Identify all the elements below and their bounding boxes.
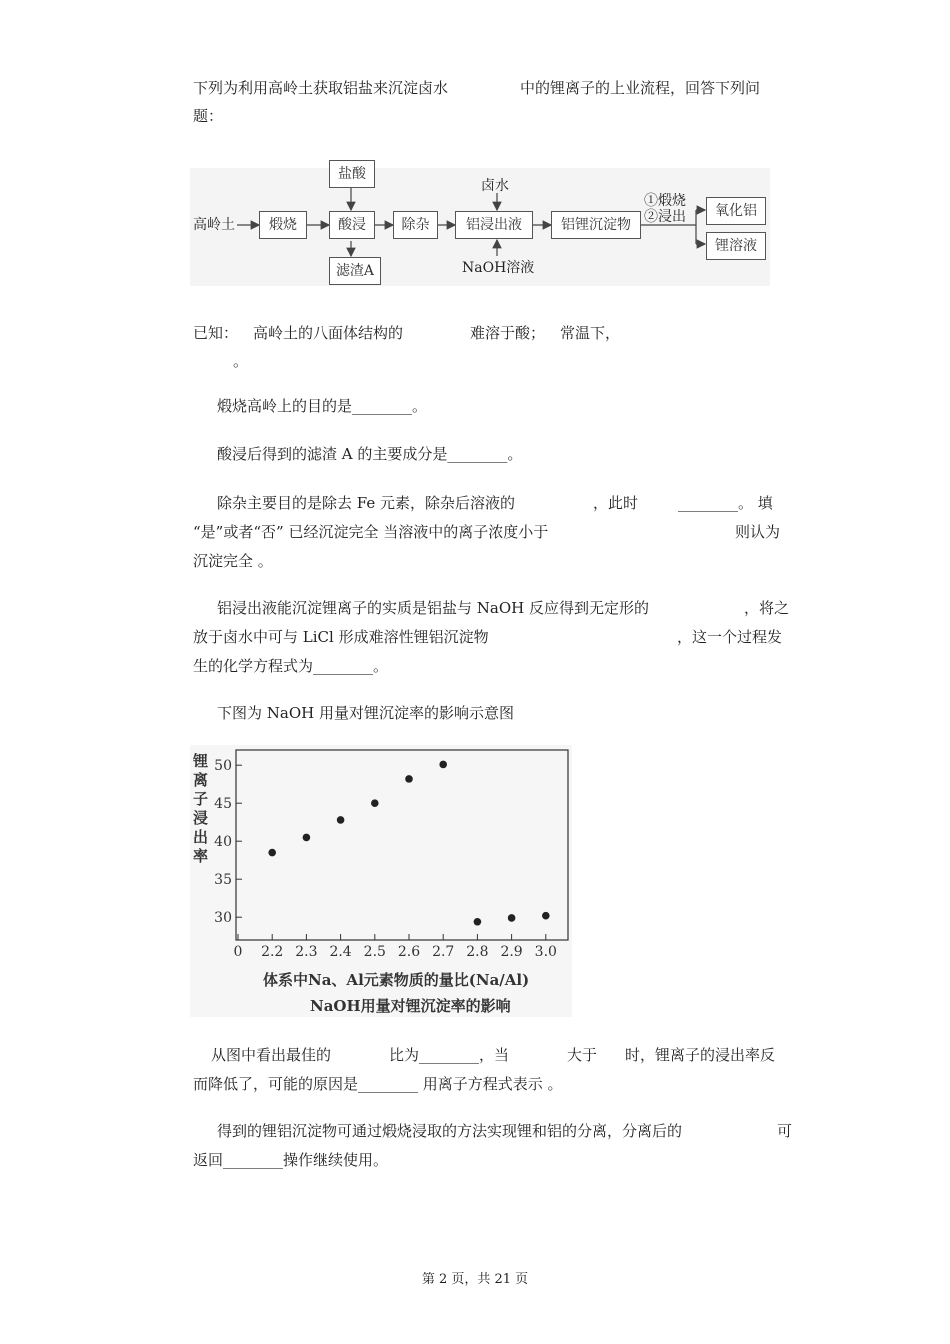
x-tick-label: 3.0: [534, 944, 557, 960]
x-tick-label: 2.7: [432, 944, 455, 960]
question-3-line2a: “是”或者“否” 已经沉淀完全 当溶液中的离子浓度小于: [193, 523, 549, 541]
question-5-c: 大于: [567, 1046, 598, 1064]
question-3-b: ，此时: [593, 494, 639, 512]
chart-ylabel-char: 率: [193, 847, 209, 865]
x-tick-label: 0: [233, 944, 243, 960]
question-3-line2b: 则认为: [735, 523, 781, 541]
data-point: [542, 912, 550, 920]
flow-hcl-box: 盐酸: [329, 160, 375, 188]
data-point: [303, 834, 311, 842]
x-tick-label: 2.2: [261, 944, 284, 960]
question-3-c: ________。 填: [678, 494, 773, 512]
y-tick-label: 40: [214, 834, 232, 851]
data-point: [405, 775, 413, 783]
flow-impurity-box: 除杂: [393, 211, 438, 239]
known-line2: 。: [233, 352, 249, 370]
flow-alumina-box: 氧化铝: [706, 197, 766, 225]
flow-precipitate-box: 铝锂沉淀物: [551, 211, 641, 239]
plot-frame: [236, 750, 568, 940]
flow-step1-label: ①煅烧: [644, 193, 686, 209]
data-point: [337, 816, 345, 824]
flow-brine-label: 卤水: [481, 178, 509, 194]
x-tick-label: 2.8: [466, 944, 489, 960]
x-tick-label: 2.4: [329, 944, 352, 960]
flow-calcine-box: 煅烧: [259, 211, 307, 239]
known-label: 已知：: [193, 324, 239, 342]
intro-line2: 题：: [193, 107, 224, 125]
x-tick-label: 2.6: [397, 944, 421, 960]
intro-line1a: 下列为利用高岭土获取铝盐来沉淀卤水: [193, 79, 449, 97]
flow-al-leachate-box: 铝浸出液: [455, 211, 533, 239]
data-point: [474, 918, 482, 926]
flow-naoh-label: NaOH溶液: [462, 260, 535, 276]
flow-li-solution-box: 锂溶液: [706, 232, 766, 260]
chart-caption: NaOH用量对锂沉淀率的影响: [310, 997, 511, 1015]
question-5-line2: 而降低了，可能的原因是________ 用离子方程式表示 。: [193, 1075, 563, 1093]
x-tick-label: 2.9: [500, 944, 523, 960]
question-4-line2b: ，这一个过程发: [677, 628, 783, 646]
y-tick-label: 45: [214, 796, 232, 813]
question-4-line2a: 放于卤水中可与 LiCl 形成难溶性锂铝沉淀物: [193, 628, 489, 646]
chart-ylabel-char: 子: [193, 790, 209, 808]
data-point: [371, 799, 379, 807]
known-part1: 高岭土的八面体结构的: [253, 324, 404, 342]
chart-ylabel-char: 浸: [193, 809, 209, 827]
question-4-b: ，将之: [744, 599, 790, 617]
flow-step2-label: ②浸出: [644, 209, 686, 225]
chart-ylabel-char: 离: [193, 771, 209, 789]
flow-kaolin-label: 高岭土: [193, 217, 235, 233]
question-3-a: 除杂主要目的是除去 Fe 元素，除杂后溶液的: [217, 494, 516, 512]
question-4-line3: 生的化学方程式为________。: [193, 657, 389, 675]
data-point: [268, 849, 276, 857]
question-6-b: 可: [777, 1122, 793, 1140]
intro-line1b: 中的锂离子的上业流程，回答下列问: [520, 79, 761, 97]
flow-acid-leach-box: 酸浸: [329, 211, 375, 239]
known-part3: 常温下，: [560, 324, 621, 342]
question-5-d: 时，锂离子的浸出率反: [625, 1046, 776, 1064]
data-point: [439, 761, 447, 769]
question-5-b: 比为________，当: [389, 1046, 510, 1064]
question-2: 酸浸后得到的滤渣 A 的主要成分是________。: [217, 445, 523, 463]
figure-intro: 下图为 NaOH 用量对锂沉淀率的影响示意图: [217, 704, 514, 722]
chart-xlabel: 体系中Na、Al元素物质的量比(Na/Al): [263, 971, 530, 989]
x-tick-label: 2.5: [363, 944, 386, 960]
question-4-a: 铝浸出液能沉淀锂离子的实质是铝盐与 NaOH 反应得到无定形的: [217, 599, 649, 617]
x-tick-label: 2.3: [295, 944, 318, 960]
chart-ylabel-char: 锂: [193, 752, 209, 770]
y-tick-label: 50: [214, 758, 232, 775]
question-3-line3: 沉淀完全 。: [193, 552, 273, 570]
flow-residue-box: 滤渣A: [329, 257, 381, 285]
page-footer: 第 2 页，共 21 页: [421, 1272, 529, 1287]
question-5-a: 从图中看出最佳的: [211, 1046, 332, 1064]
y-tick-label: 30: [214, 910, 232, 927]
data-point: [508, 914, 516, 922]
known-part2: 难溶于酸；: [470, 324, 546, 342]
question-1: 煅烧高岭上的目的是________。: [217, 397, 428, 415]
chart-ylabel-char: 出: [193, 828, 209, 846]
y-tick-label: 35: [214, 872, 232, 889]
question-6-line2: 返回________操作继续使用。: [193, 1151, 389, 1169]
question-6-a: 得到的锂铝沉淀物可通过煅烧浸取的方法实现锂和铝的分离，分离后的: [217, 1122, 683, 1140]
